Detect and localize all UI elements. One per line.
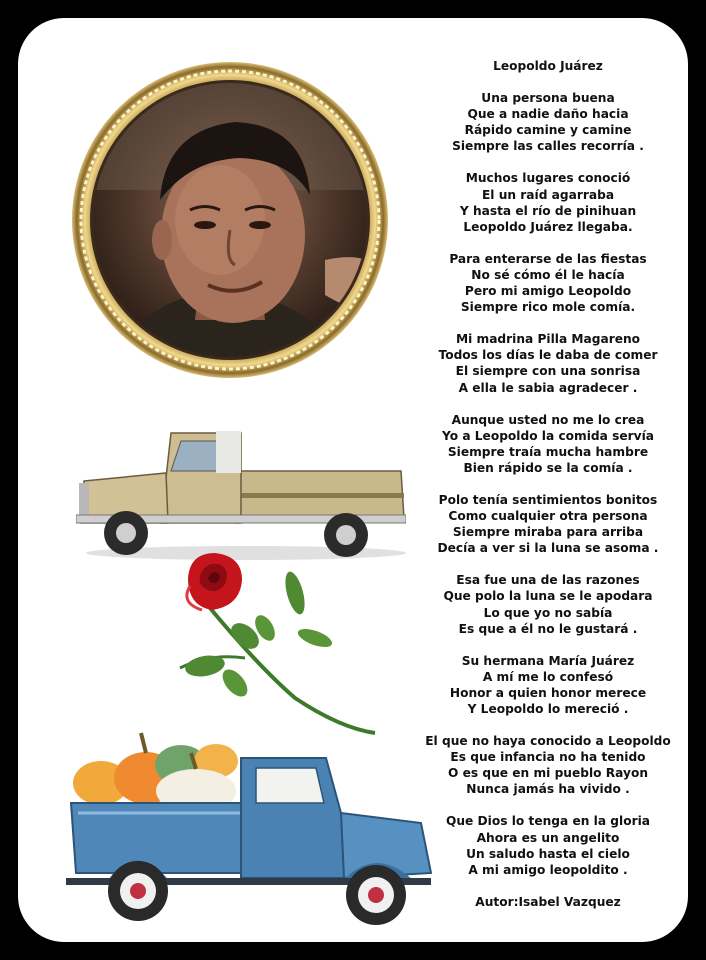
poem-line: A mí me lo confesó — [482, 669, 614, 684]
portrait-medallion — [70, 60, 390, 380]
poem-line: Es que infancia no ha tenido — [450, 750, 646, 765]
poem-line: Un saludo hasta el cielo — [466, 846, 630, 861]
stanza — [413, 733, 683, 797]
poem-line: Honor a quien honor merece — [449, 685, 647, 700]
poem — [413, 58, 683, 910]
poem-line: Siempre rico mole comía. — [460, 300, 636, 315]
poem-line: Todos los días le daba de comer — [438, 348, 658, 363]
poem-line: A ella le sabia agradecer . — [458, 380, 638, 395]
poem-line: El que no haya conocido a Leopoldo — [425, 734, 671, 749]
stanza — [413, 813, 683, 877]
poem-line: Aunque usted no me lo crea — [451, 412, 645, 427]
poem-line: Es que a él no le gustará . — [458, 621, 638, 636]
poem-line: Decía a ver si la luna se asoma . — [437, 541, 659, 556]
poem-line: Ahora es un angelito — [476, 830, 620, 845]
poem-line: Rápido camine y camine — [464, 123, 632, 138]
stanza — [413, 331, 683, 395]
beige-pickup-truck — [76, 423, 406, 563]
poem-line: Esa fue una de las razones — [456, 573, 640, 588]
poem-line: Siempre las calles recorría . — [452, 139, 644, 154]
poem-line: A mi amigo leopoldito . — [468, 862, 628, 877]
poem-card — [18, 18, 688, 942]
poem-author: Autor:Isabel Vazquez — [475, 894, 621, 909]
poem-line: Nunca jamás ha vivido . — [466, 782, 630, 797]
poem-line: Y hasta el río de pinihuan — [459, 203, 637, 218]
stanza — [413, 492, 683, 556]
poem-line: Mi madrina Pilla Magareno — [455, 332, 641, 347]
poem-line: O es que en mi pueblo Rayon — [448, 766, 648, 781]
stanza — [413, 572, 683, 636]
poem-line: Muchos lugares conoció — [465, 171, 631, 186]
poem-line: Polo tenía sentimientos bonitos — [438, 492, 658, 507]
stanza — [413, 653, 683, 717]
poem-line: Siempre traía mucha hambre — [447, 444, 649, 459]
stanza — [413, 170, 683, 234]
poem-line: Siempre miraba para arriba — [452, 525, 644, 540]
poem-line: No sé cómo él le hacía — [471, 267, 625, 282]
poem-line: Leopoldo Juárez llegaba. — [463, 219, 633, 234]
poem-line: El siempre con una sonrisa — [455, 364, 641, 379]
poem-line: Que Dios lo tenga en la gloria — [446, 814, 650, 829]
poem-line: Para enterarse de las fiestas — [449, 251, 647, 266]
poem-line: Su hermana María Juárez — [461, 653, 635, 668]
poem-line: Pero mi amigo Leopoldo — [464, 284, 632, 299]
portrait-photo — [70, 60, 390, 380]
poem-line: Que polo la luna se le apodara — [443, 589, 653, 604]
poem-line: Bien rápido se la comía . — [463, 460, 633, 475]
poem-line: Una persona buena — [481, 91, 615, 106]
poem-title: Leopoldo Juárez — [493, 59, 603, 73]
stanza — [413, 412, 683, 476]
poem-line: Y Leopoldo lo mereció . — [467, 702, 629, 716]
poem-line: Lo que yo no sabía — [483, 605, 613, 620]
stanza — [413, 90, 683, 154]
red-rose — [150, 548, 380, 738]
poem-line: Yo a Leopoldo la comida servía — [442, 428, 654, 443]
poem-line: Como cualquier otra persona — [448, 509, 648, 524]
blue-pumpkin-truck — [56, 713, 436, 933]
poem-line: Que a nadie daño hacia — [467, 107, 629, 122]
poem-line: El un raíd agarraba — [481, 187, 615, 202]
stanza — [413, 251, 683, 315]
